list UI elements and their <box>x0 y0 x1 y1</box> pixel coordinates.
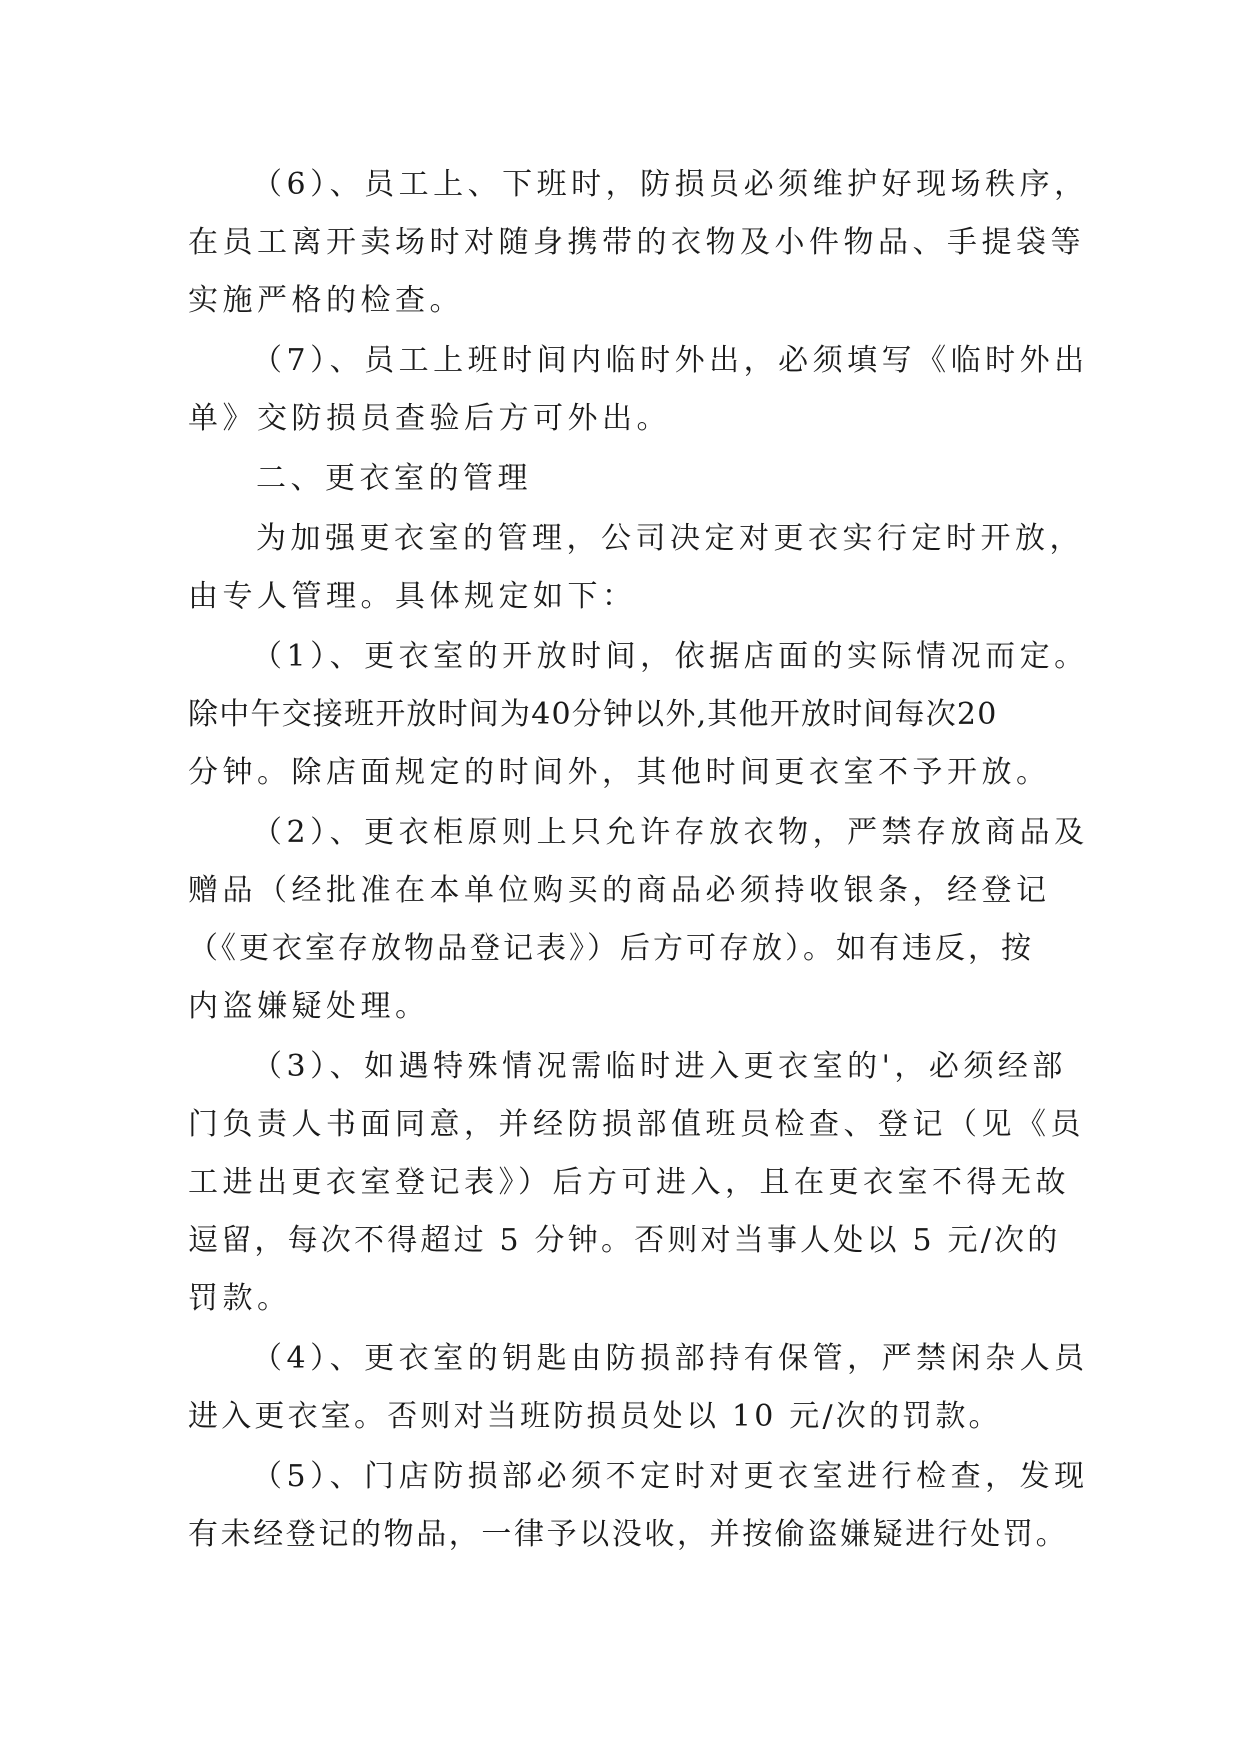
text-line: 由专人管理。具体规定如下： <box>188 579 637 614</box>
document-body <box>188 156 1089 1564</box>
text-line: 在员工离开卖场时对随身携带的衣物及小件物品、手提袋等 <box>188 225 1085 260</box>
paragraph-inspection <box>188 1448 1089 1564</box>
paragraph-locker-keys <box>188 1330 1089 1446</box>
text-line: 单》交防损员查验后方可外出。 <box>188 401 671 436</box>
text-line: 门负责人书面同意，并经防损部值班员检查、登记（见《员 <box>188 1107 1085 1142</box>
text-line: 进入更衣室。否则对当班防损员处以 10 元/次的罚款。 <box>188 1399 1002 1434</box>
paragraph-special-entry <box>188 1038 1085 1328</box>
text-line: 分钟。除店面规定的时间外，其他时间更衣室不予开放。 <box>188 755 1051 790</box>
text-line: 逗留，每次不得超过 5 分钟。否则对当事人处以 5 元/次的 <box>188 1223 1061 1258</box>
text-line: （《更衣室存放物品登记表》）后方可存放）。如有违反，按 <box>188 931 1034 966</box>
text-line: 有未经登记的物品，一律予以没收，并按偷盗嫌疑进行处罚。 <box>188 1517 1069 1552</box>
text-line: （1）、更衣室的开放时间，依据店面的实际情况而定。 <box>252 639 1089 674</box>
text-line: （6）、员工上、下班时，防损员必须维护好现场秩序， <box>252 167 1089 202</box>
paragraph-locker-storage <box>188 804 1089 1036</box>
paragraph-opening-hours <box>188 628 1089 802</box>
text-line: 为加强更衣室的管理，公司决定对更衣实行定时开放， <box>256 521 1084 556</box>
text-line: （4）、更衣室的钥匙由防损部持有保管，严禁闲杂人员 <box>252 1341 1089 1376</box>
text-line: 赠品（经批准在本单位购买的商品必须持收银条，经登记 <box>188 873 1051 908</box>
paragraph-temporary-exit <box>188 332 1089 448</box>
text-line: （5）、门店防损部必须不定时对更衣室进行检查，发现 <box>252 1459 1089 1494</box>
text-line: （3）、如遇特殊情况需临时进入更衣室的'，必须经部 <box>252 1049 1067 1084</box>
text-line: 实施严格的检查。 <box>188 283 464 318</box>
text-line: 罚款。 <box>188 1281 292 1316</box>
paragraph-staff-shift-check <box>188 156 1089 330</box>
section-heading-locker-room <box>188 450 1058 508</box>
text-line: 工进出更衣室登记表》）后方可进入，且在更衣室不得无故 <box>188 1165 1070 1200</box>
text-line: （2）、更衣柜原则上只允许存放衣物，严禁存放商品及 <box>252 815 1089 850</box>
text-line: 内盗嫌疑处理。 <box>188 989 430 1024</box>
paragraph-locker-intro <box>188 510 1084 626</box>
text-line: 除中午交接班开放时间为40分钟以外,其他开放时间每次20 <box>188 697 998 732</box>
section-heading: 二、更衣室的管理 <box>256 461 532 496</box>
text-line: （7）、员工上班时间内临时外出，必须填写《临时外出 <box>252 343 1089 378</box>
